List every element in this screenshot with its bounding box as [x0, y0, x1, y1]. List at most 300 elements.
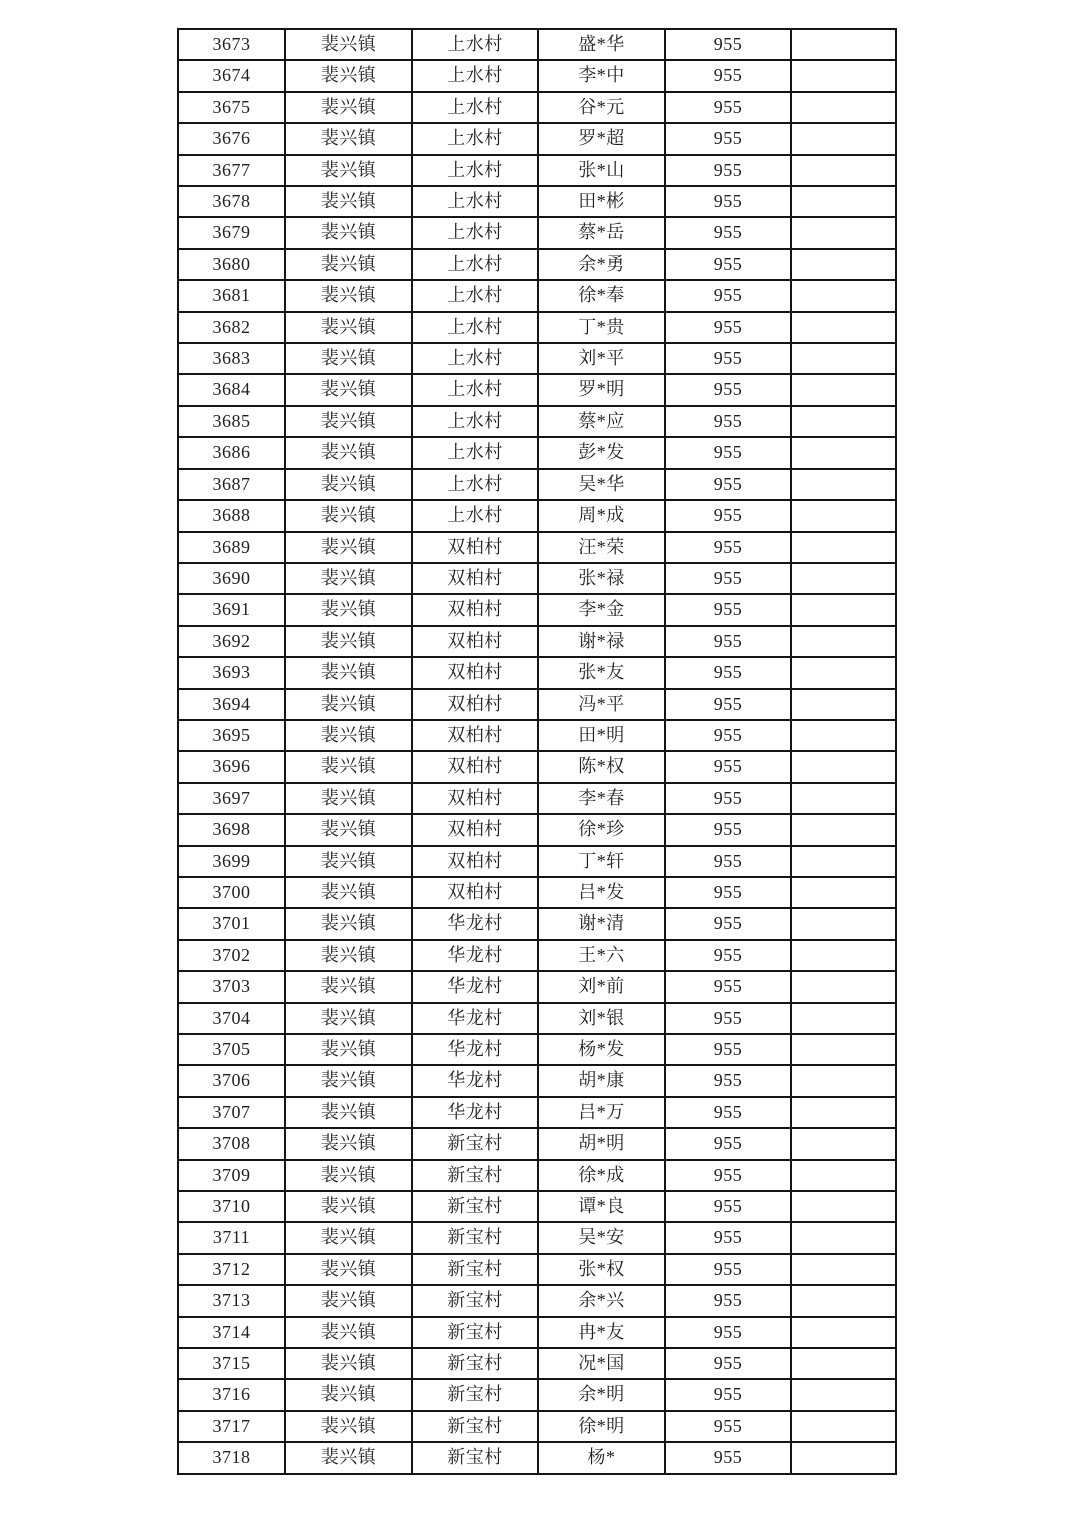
town-cell: 裴兴镇: [285, 1097, 412, 1128]
village-cell: 上水村: [412, 217, 538, 248]
town-cell: 裴兴镇: [285, 563, 412, 594]
row-number-cell: 3707: [178, 1097, 285, 1128]
row-number-cell: 3717: [178, 1411, 285, 1442]
table-row: [178, 500, 896, 531]
row-number-cell: 3714: [178, 1317, 285, 1348]
town-cell: 裴兴镇: [285, 1222, 412, 1253]
town-cell: 裴兴镇: [285, 249, 412, 280]
village-cell: 新宝村: [412, 1317, 538, 1348]
row-number-cell: 3699: [178, 846, 285, 877]
roster-table: [177, 28, 897, 1475]
town-cell: 裴兴镇: [285, 751, 412, 782]
town-cell: 裴兴镇: [285, 343, 412, 374]
town-cell: 裴兴镇: [285, 1442, 412, 1473]
amount-cell: 955: [665, 594, 791, 625]
masked-name-cell: 田*彬: [538, 186, 665, 217]
table-row: [178, 1160, 896, 1191]
remark-cell: [791, 155, 896, 186]
remark-cell: [791, 1285, 896, 1316]
masked-name-cell: 丁*贵: [538, 312, 665, 343]
masked-name-cell: 杨*: [538, 1442, 665, 1473]
table-row: [178, 406, 896, 437]
row-number-cell: 3673: [178, 29, 285, 60]
remark-cell: [791, 814, 896, 845]
town-cell: 裴兴镇: [285, 626, 412, 657]
village-cell: 双柏村: [412, 846, 538, 877]
table-row: [178, 217, 896, 248]
village-cell: 双柏村: [412, 689, 538, 720]
village-cell: 新宝村: [412, 1160, 538, 1191]
remark-cell: [791, 1065, 896, 1096]
remark-cell: [791, 532, 896, 563]
remark-cell: [791, 751, 896, 782]
masked-name-cell: 张*山: [538, 155, 665, 186]
amount-cell: 955: [665, 280, 791, 311]
row-number-cell: 3703: [178, 971, 285, 1002]
remark-cell: [791, 280, 896, 311]
remark-cell: [791, 186, 896, 217]
town-cell: 裴兴镇: [285, 1285, 412, 1316]
row-number-cell: 3701: [178, 908, 285, 939]
row-number-cell: 3702: [178, 940, 285, 971]
table-row: [178, 877, 896, 908]
town-cell: 裴兴镇: [285, 1128, 412, 1159]
masked-name-cell: 冯*平: [538, 689, 665, 720]
masked-name-cell: 徐*成: [538, 1160, 665, 1191]
table-row: [178, 249, 896, 280]
masked-name-cell: 余*勇: [538, 249, 665, 280]
row-number-cell: 3716: [178, 1379, 285, 1410]
town-cell: 裴兴镇: [285, 186, 412, 217]
masked-name-cell: 吴*安: [538, 1222, 665, 1253]
amount-cell: 955: [665, 1222, 791, 1253]
remark-cell: [791, 846, 896, 877]
village-cell: 上水村: [412, 312, 538, 343]
amount-cell: 955: [665, 1191, 791, 1222]
town-cell: 裴兴镇: [285, 877, 412, 908]
row-number-cell: 3675: [178, 92, 285, 123]
town-cell: 裴兴镇: [285, 1348, 412, 1379]
row-number-cell: 3678: [178, 186, 285, 217]
table-row: [178, 594, 896, 625]
town-cell: 裴兴镇: [285, 29, 412, 60]
remark-cell: [791, 60, 896, 91]
masked-name-cell: 李*中: [538, 60, 665, 91]
remark-cell: [791, 1034, 896, 1065]
amount-cell: 955: [665, 720, 791, 751]
masked-name-cell: 徐*奉: [538, 280, 665, 311]
remark-cell: [791, 689, 896, 720]
remark-cell: [791, 1128, 896, 1159]
town-cell: 裴兴镇: [285, 532, 412, 563]
remark-cell: [791, 469, 896, 500]
amount-cell: 955: [665, 563, 791, 594]
table-row: [178, 908, 896, 939]
remark-cell: [791, 374, 896, 405]
remark-cell: [791, 500, 896, 531]
remark-cell: [791, 908, 896, 939]
row-number-cell: 3688: [178, 500, 285, 531]
masked-name-cell: 盛*华: [538, 29, 665, 60]
remark-cell: [791, 29, 896, 60]
town-cell: 裴兴镇: [285, 437, 412, 468]
table-row: [178, 1348, 896, 1379]
masked-name-cell: 李*金: [538, 594, 665, 625]
table-row: [178, 532, 896, 563]
table-row: [178, 689, 896, 720]
town-cell: 裴兴镇: [285, 1317, 412, 1348]
town-cell: 裴兴镇: [285, 469, 412, 500]
table-row: [178, 751, 896, 782]
village-cell: 上水村: [412, 500, 538, 531]
masked-name-cell: 冉*友: [538, 1317, 665, 1348]
remark-cell: [791, 1222, 896, 1253]
village-cell: 双柏村: [412, 814, 538, 845]
table-row: [178, 29, 896, 60]
town-cell: 裴兴镇: [285, 1160, 412, 1191]
table-row: [178, 1379, 896, 1410]
town-cell: 裴兴镇: [285, 406, 412, 437]
masked-name-cell: 刘*前: [538, 971, 665, 1002]
table-row: [178, 123, 896, 154]
amount-cell: 955: [665, 437, 791, 468]
village-cell: 上水村: [412, 123, 538, 154]
amount-cell: 955: [665, 60, 791, 91]
row-number-cell: 3685: [178, 406, 285, 437]
table-row: [178, 1222, 896, 1253]
remark-cell: [791, 720, 896, 751]
remark-cell: [791, 123, 896, 154]
village-cell: 上水村: [412, 437, 538, 468]
town-cell: 裴兴镇: [285, 500, 412, 531]
row-number-cell: 3698: [178, 814, 285, 845]
amount-cell: 955: [665, 1065, 791, 1096]
table-row: [178, 186, 896, 217]
village-cell: 华龙村: [412, 940, 538, 971]
table-row: [178, 563, 896, 594]
village-cell: 双柏村: [412, 594, 538, 625]
row-number-cell: 3679: [178, 217, 285, 248]
village-cell: 双柏村: [412, 532, 538, 563]
masked-name-cell: 谢*禄: [538, 626, 665, 657]
masked-name-cell: 谭*良: [538, 1191, 665, 1222]
masked-name-cell: 张*禄: [538, 563, 665, 594]
village-cell: 新宝村: [412, 1411, 538, 1442]
table-row: [178, 1191, 896, 1222]
amount-cell: 955: [665, 469, 791, 500]
row-number-cell: 3704: [178, 1003, 285, 1034]
town-cell: 裴兴镇: [285, 92, 412, 123]
remark-cell: [791, 594, 896, 625]
row-number-cell: 3694: [178, 689, 285, 720]
village-cell: 新宝村: [412, 1285, 538, 1316]
row-number-cell: 3686: [178, 437, 285, 468]
town-cell: 裴兴镇: [285, 374, 412, 405]
amount-cell: 955: [665, 1254, 791, 1285]
remark-cell: [791, 343, 896, 374]
masked-name-cell: 余*明: [538, 1379, 665, 1410]
row-number-cell: 3711: [178, 1222, 285, 1253]
amount-cell: 955: [665, 343, 791, 374]
village-cell: 华龙村: [412, 1097, 538, 1128]
row-number-cell: 3705: [178, 1034, 285, 1065]
village-cell: 双柏村: [412, 626, 538, 657]
remark-cell: [791, 1160, 896, 1191]
village-cell: 上水村: [412, 469, 538, 500]
village-cell: 上水村: [412, 186, 538, 217]
row-number-cell: 3681: [178, 280, 285, 311]
masked-name-cell: 刘*平: [538, 343, 665, 374]
town-cell: 裴兴镇: [285, 814, 412, 845]
table-row: [178, 1411, 896, 1442]
table-row: [178, 1097, 896, 1128]
table-row: [178, 1317, 896, 1348]
table-row: [178, 846, 896, 877]
row-number-cell: 3677: [178, 155, 285, 186]
town-cell: 裴兴镇: [285, 1379, 412, 1410]
row-number-cell: 3696: [178, 751, 285, 782]
amount-cell: 955: [665, 1034, 791, 1065]
remark-cell: [791, 1191, 896, 1222]
village-cell: 上水村: [412, 343, 538, 374]
amount-cell: 955: [665, 1285, 791, 1316]
row-number-cell: 3684: [178, 374, 285, 405]
remark-cell: [791, 940, 896, 971]
remark-cell: [791, 437, 896, 468]
town-cell: 裴兴镇: [285, 1191, 412, 1222]
row-number-cell: 3674: [178, 60, 285, 91]
row-number-cell: 3713: [178, 1285, 285, 1316]
table-row: [178, 155, 896, 186]
remark-cell: [791, 1003, 896, 1034]
table-row: [178, 312, 896, 343]
remark-cell: [791, 312, 896, 343]
row-number-cell: 3693: [178, 657, 285, 688]
village-cell: 新宝村: [412, 1222, 538, 1253]
masked-name-cell: 王*六: [538, 940, 665, 971]
masked-name-cell: 张*友: [538, 657, 665, 688]
masked-name-cell: 丁*轩: [538, 846, 665, 877]
table-row: [178, 1285, 896, 1316]
village-cell: 双柏村: [412, 720, 538, 751]
table-row: [178, 1442, 896, 1473]
amount-cell: 955: [665, 783, 791, 814]
village-cell: 新宝村: [412, 1442, 538, 1473]
table-row: [178, 1254, 896, 1285]
row-number-cell: 3712: [178, 1254, 285, 1285]
amount-cell: 955: [665, 155, 791, 186]
masked-name-cell: 谢*清: [538, 908, 665, 939]
remark-cell: [791, 249, 896, 280]
row-number-cell: 3690: [178, 563, 285, 594]
town-cell: 裴兴镇: [285, 1065, 412, 1096]
town-cell: 裴兴镇: [285, 155, 412, 186]
town-cell: 裴兴镇: [285, 971, 412, 1002]
table-row: [178, 657, 896, 688]
village-cell: 双柏村: [412, 657, 538, 688]
village-cell: 新宝村: [412, 1379, 538, 1410]
town-cell: 裴兴镇: [285, 783, 412, 814]
masked-name-cell: 蔡*应: [538, 406, 665, 437]
masked-name-cell: 杨*发: [538, 1034, 665, 1065]
village-cell: 上水村: [412, 155, 538, 186]
table-row: [178, 971, 896, 1002]
remark-cell: [791, 1254, 896, 1285]
row-number-cell: 3695: [178, 720, 285, 751]
town-cell: 裴兴镇: [285, 720, 412, 751]
village-cell: 华龙村: [412, 908, 538, 939]
masked-name-cell: 刘*银: [538, 1003, 665, 1034]
town-cell: 裴兴镇: [285, 1254, 412, 1285]
table-row: [178, 1128, 896, 1159]
village-cell: 新宝村: [412, 1254, 538, 1285]
remark-cell: [791, 657, 896, 688]
table-row: [178, 814, 896, 845]
table-row: [178, 92, 896, 123]
masked-name-cell: 徐*珍: [538, 814, 665, 845]
village-cell: 新宝村: [412, 1191, 538, 1222]
amount-cell: 955: [665, 1442, 791, 1473]
amount-cell: 955: [665, 846, 791, 877]
masked-name-cell: 周*成: [538, 500, 665, 531]
remark-cell: [791, 217, 896, 248]
village-cell: 华龙村: [412, 1065, 538, 1096]
amount-cell: 955: [665, 406, 791, 437]
remark-cell: [791, 626, 896, 657]
table-row: [178, 940, 896, 971]
table-row: [178, 343, 896, 374]
masked-name-cell: 田*明: [538, 720, 665, 751]
amount-cell: 955: [665, 1003, 791, 1034]
masked-name-cell: 胡*康: [538, 1065, 665, 1096]
amount-cell: 955: [665, 123, 791, 154]
remark-cell: [791, 1411, 896, 1442]
table-row: [178, 437, 896, 468]
row-number-cell: 3706: [178, 1065, 285, 1096]
row-number-cell: 3697: [178, 783, 285, 814]
village-cell: 上水村: [412, 60, 538, 91]
amount-cell: 955: [665, 500, 791, 531]
masked-name-cell: 谷*元: [538, 92, 665, 123]
village-cell: 新宝村: [412, 1348, 538, 1379]
table-row: [178, 626, 896, 657]
row-number-cell: 3708: [178, 1128, 285, 1159]
town-cell: 裴兴镇: [285, 217, 412, 248]
village-cell: 上水村: [412, 280, 538, 311]
row-number-cell: 3718: [178, 1442, 285, 1473]
masked-name-cell: 吕*万: [538, 1097, 665, 1128]
table-row: [178, 1034, 896, 1065]
remark-cell: [791, 877, 896, 908]
amount-cell: 955: [665, 1097, 791, 1128]
amount-cell: 955: [665, 1317, 791, 1348]
masked-name-cell: 胡*明: [538, 1128, 665, 1159]
amount-cell: 955: [665, 249, 791, 280]
row-number-cell: 3710: [178, 1191, 285, 1222]
amount-cell: 955: [665, 877, 791, 908]
town-cell: 裴兴镇: [285, 657, 412, 688]
masked-name-cell: 徐*明: [538, 1411, 665, 1442]
village-cell: 华龙村: [412, 1034, 538, 1065]
row-number-cell: 3709: [178, 1160, 285, 1191]
village-cell: 上水村: [412, 406, 538, 437]
amount-cell: 955: [665, 1379, 791, 1410]
town-cell: 裴兴镇: [285, 594, 412, 625]
table-row: [178, 374, 896, 405]
remark-cell: [791, 92, 896, 123]
masked-name-cell: 罗*明: [538, 374, 665, 405]
remark-cell: [791, 783, 896, 814]
village-cell: 双柏村: [412, 751, 538, 782]
town-cell: 裴兴镇: [285, 60, 412, 91]
amount-cell: 955: [665, 1348, 791, 1379]
remark-cell: [791, 1442, 896, 1473]
masked-name-cell: 汪*荣: [538, 532, 665, 563]
village-cell: 双柏村: [412, 783, 538, 814]
village-cell: 华龙村: [412, 1003, 538, 1034]
town-cell: 裴兴镇: [285, 312, 412, 343]
amount-cell: 955: [665, 814, 791, 845]
town-cell: 裴兴镇: [285, 940, 412, 971]
village-cell: 上水村: [412, 374, 538, 405]
roster-body: [178, 29, 896, 1474]
amount-cell: 955: [665, 689, 791, 720]
row-number-cell: 3692: [178, 626, 285, 657]
row-number-cell: 3700: [178, 877, 285, 908]
town-cell: 裴兴镇: [285, 908, 412, 939]
amount-cell: 955: [665, 217, 791, 248]
amount-cell: 955: [665, 751, 791, 782]
amount-cell: 955: [665, 374, 791, 405]
masked-name-cell: 吴*华: [538, 469, 665, 500]
masked-name-cell: 况*国: [538, 1348, 665, 1379]
town-cell: 裴兴镇: [285, 1034, 412, 1065]
town-cell: 裴兴镇: [285, 846, 412, 877]
row-number-cell: 3676: [178, 123, 285, 154]
amount-cell: 955: [665, 532, 791, 563]
amount-cell: 955: [665, 1128, 791, 1159]
town-cell: 裴兴镇: [285, 1411, 412, 1442]
masked-name-cell: 彭*发: [538, 437, 665, 468]
village-cell: 上水村: [412, 29, 538, 60]
row-number-cell: 3715: [178, 1348, 285, 1379]
masked-name-cell: 余*兴: [538, 1285, 665, 1316]
amount-cell: 955: [665, 29, 791, 60]
remark-cell: [791, 1348, 896, 1379]
amount-cell: 955: [665, 186, 791, 217]
amount-cell: 955: [665, 92, 791, 123]
row-number-cell: 3689: [178, 532, 285, 563]
town-cell: 裴兴镇: [285, 1003, 412, 1034]
remark-cell: [791, 1317, 896, 1348]
remark-cell: [791, 1097, 896, 1128]
masked-name-cell: 罗*超: [538, 123, 665, 154]
row-number-cell: 3691: [178, 594, 285, 625]
village-cell: 双柏村: [412, 877, 538, 908]
village-cell: 双柏村: [412, 563, 538, 594]
amount-cell: 955: [665, 657, 791, 688]
table-row: [178, 720, 896, 751]
masked-name-cell: 吕*发: [538, 877, 665, 908]
amount-cell: 955: [665, 908, 791, 939]
table-row: [178, 469, 896, 500]
village-cell: 上水村: [412, 249, 538, 280]
amount-cell: 955: [665, 940, 791, 971]
remark-cell: [791, 1379, 896, 1410]
row-number-cell: 3683: [178, 343, 285, 374]
row-number-cell: 3687: [178, 469, 285, 500]
table-row: [178, 1065, 896, 1096]
